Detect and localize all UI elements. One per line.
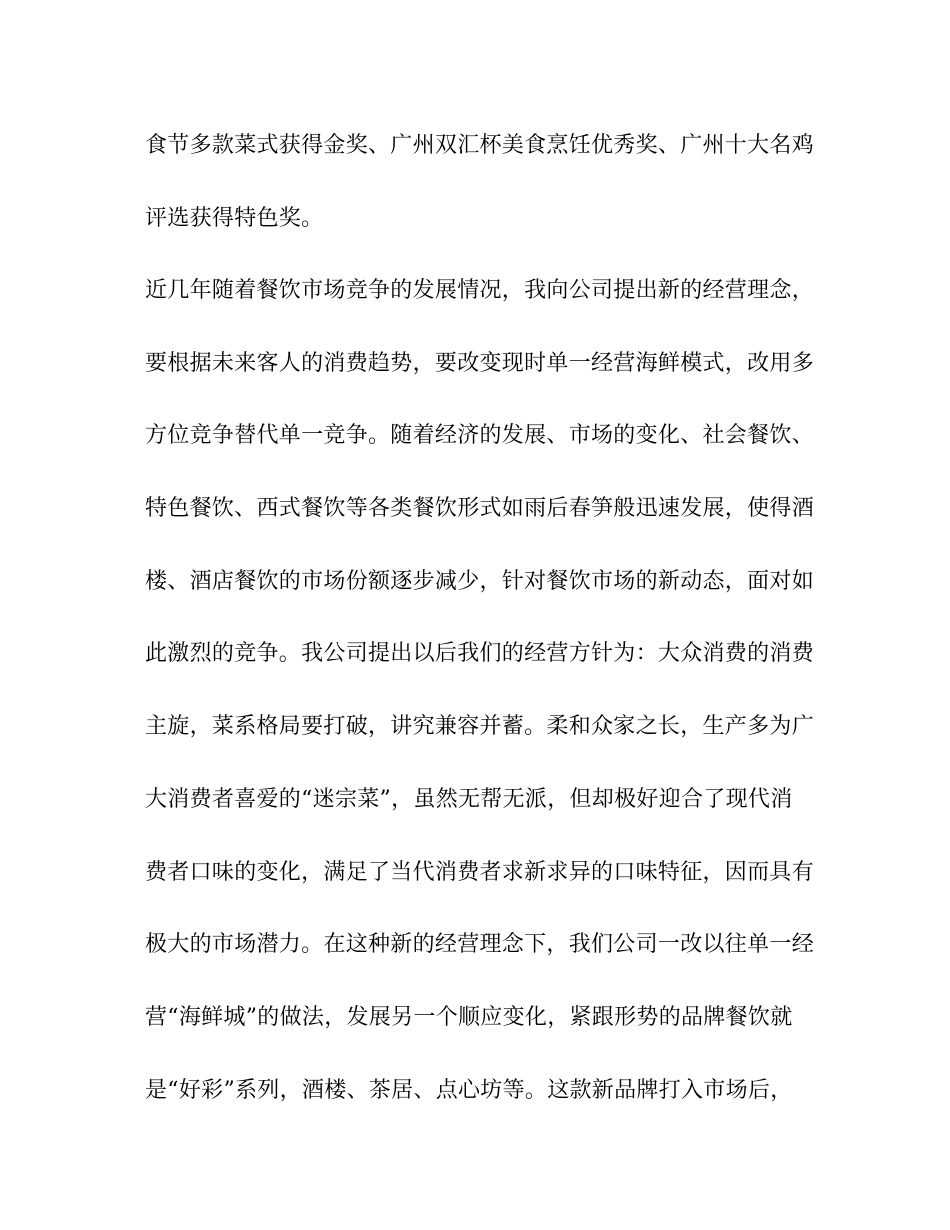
paragraph-line: 费者口味的变化，满足了当代消费者求新求异的口味特征，因而具有 bbox=[145, 859, 815, 885]
paragraph-line: 此激烈的竞争。我公司提出以后我们的经营方针为：大众消费的消费 bbox=[145, 641, 815, 667]
paragraph-line: 主旋，菜系格局要打破，讲究兼容并蓄。柔和众家之长，生产多为广 bbox=[145, 714, 815, 740]
paragraph-line: 是“好彩”系列，酒楼、茶居、点心坊等。这款新品牌打入市场后， bbox=[145, 1077, 793, 1103]
paragraph-line: 方位竞争替代单一竞争。随着经济的发展、市场的变化、社会餐饮、 bbox=[145, 423, 815, 449]
paragraph-line: 营“海鲜城”的做法，发展另一个顺应变化，紧跟形势的品牌餐饮就 bbox=[145, 1004, 793, 1030]
paragraph-line: 评选获得特色奖。 bbox=[145, 205, 324, 231]
paragraph-line: 大消费者喜爱的“迷宗菜”，虽然无帮无派，但却极好迎合了现代消 bbox=[145, 786, 793, 812]
paragraph-1 bbox=[145, 122, 815, 267]
paragraph-line: 食节多款菜式获得金奖、广州双汇杯美食烹饪优秀奖、广州十大名鸡 bbox=[145, 133, 815, 158]
paragraph-line: 特色餐饮、西式餐饮等各类餐饮形式如雨后春笋般迅速发展，使得酒 bbox=[145, 496, 815, 522]
paragraph-line: 极大的市场潜力。在这种新的经营理念下，我们公司一改以往单一经 bbox=[145, 932, 815, 958]
paragraph-line: 近几年随着餐饮市场竞争的发展情况，我向公司提出新的经营理念， bbox=[145, 278, 815, 303]
paragraph-line: 要根据未来客人的消费趋势，要改变现时单一经营海鲜模式，改用多 bbox=[145, 350, 815, 376]
paragraph-2 bbox=[145, 267, 815, 1139]
paragraph-line: 楼、酒店餐饮的市场份额逐步减少，针对餐饮市场的新动态，面对如 bbox=[145, 568, 815, 594]
